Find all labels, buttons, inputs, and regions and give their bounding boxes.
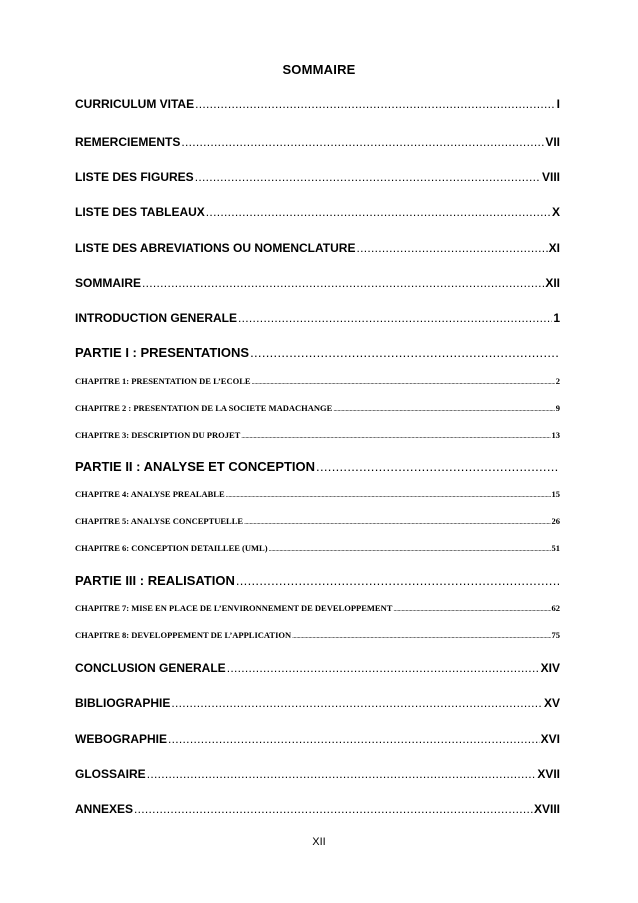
toc-entry-partie-3 bbox=[75, 573, 560, 588]
toc-entry-chapitre-3 bbox=[75, 430, 560, 440]
toc-entry-page: VII bbox=[545, 135, 560, 149]
toc-dot-leader bbox=[168, 732, 540, 746]
toc-entry-label: PARTIE I : PRESENTATIONS bbox=[75, 345, 250, 360]
toc-entry-liste-figures bbox=[75, 170, 560, 184]
toc-dot-leader bbox=[226, 491, 551, 499]
toc-dot-leader bbox=[147, 767, 537, 781]
toc-entry-label: LISTE DES TABLEAUX bbox=[75, 205, 205, 219]
toc-dot-leader bbox=[195, 170, 541, 184]
toc-entry-chapitre-4 bbox=[75, 489, 560, 499]
toc-entry-bibliographie bbox=[75, 696, 560, 710]
toc-dot-leader bbox=[356, 241, 547, 255]
toc-entry-chapitre-5 bbox=[75, 516, 560, 526]
toc-dot-leader bbox=[238, 311, 552, 325]
toc-entry-label: CHAPITRE 6: CONCEPTION DETAILLEE (UML) bbox=[75, 543, 268, 553]
toc-entry-page: 1 bbox=[553, 311, 560, 325]
toc-entry-label: SOMMAIRE bbox=[75, 276, 141, 290]
toc-entry-introduction bbox=[75, 311, 560, 325]
toc-entry-page: 2 bbox=[555, 376, 560, 386]
toc-dot-leader bbox=[181, 135, 544, 149]
toc-entry-label: CURRICULUM VITAE bbox=[75, 97, 195, 111]
toc-entry-label: LISTE DES FIGURES bbox=[75, 170, 194, 184]
toc-entry-label: CHAPITRE 8: DEVELOPPEMENT DE L’APPLICATION bbox=[75, 630, 292, 640]
toc-entry-partie-1 bbox=[75, 345, 560, 360]
toc-entry-label: REMERCIEMENTS bbox=[75, 135, 181, 149]
toc-entry-annexes bbox=[75, 802, 560, 816]
toc-dot-leader bbox=[241, 432, 550, 440]
toc-dot-leader bbox=[227, 661, 540, 675]
toc-dot-leader bbox=[250, 345, 559, 360]
toc-dot-leader bbox=[195, 97, 556, 111]
toc-entry-glossaire bbox=[75, 767, 560, 781]
toc-dot-leader bbox=[316, 459, 559, 474]
toc-entry-page: 51 bbox=[551, 543, 560, 553]
toc-dot-leader bbox=[142, 276, 544, 290]
toc-dot-leader bbox=[269, 545, 551, 553]
toc-entry-partie-2 bbox=[75, 459, 560, 474]
toc-entry-label: CONCLUSION GENERALE bbox=[75, 661, 226, 675]
toc-entry-label: CHAPITRE 3: DESCRIPTION DU PROJET bbox=[75, 430, 241, 440]
toc-entry-webographie bbox=[75, 732, 560, 746]
toc-entry-label: ANNEXES bbox=[75, 802, 134, 816]
toc-entry-page: XVII bbox=[537, 767, 560, 781]
toc-entry-chapitre-7 bbox=[75, 603, 560, 613]
toc-entry-page: XI bbox=[548, 241, 560, 255]
toc-entry-label: PARTIE II : ANALYSE ET CONCEPTION bbox=[75, 459, 316, 474]
toc-entry-label: INTRODUCTION GENERALE bbox=[75, 311, 237, 325]
toc-entry-label: PARTIE III : REALISATION bbox=[75, 573, 235, 588]
toc-entry-curriculum-vitae bbox=[75, 97, 560, 111]
toc-entry-label: GLOSSAIRE bbox=[75, 767, 146, 781]
toc-dot-leader bbox=[134, 802, 533, 816]
toc-entry-page: 26 bbox=[551, 516, 560, 526]
toc-entry-page: XVI bbox=[540, 732, 560, 746]
toc-entry-page: VIII bbox=[541, 170, 560, 184]
toc-entry-page: 13 bbox=[551, 430, 560, 440]
toc-entry-label: WEBOGRAPHIE bbox=[75, 732, 168, 746]
toc-entry-label: CHAPITRE 7: MISE EN PLACE DE L’ENVIRONNEMENT DE DEVELOPPEMENT bbox=[75, 603, 393, 613]
toc-dot-leader bbox=[333, 405, 554, 413]
toc-entry-label: CHAPITRE 4: ANALYSE PREALABLE bbox=[75, 489, 225, 499]
toc-entry-label: CHAPITRE 1: PRESENTATION DE L’ECOLE bbox=[75, 376, 251, 386]
toc-entry-page: XIV bbox=[540, 661, 560, 675]
toc-dot-leader bbox=[236, 573, 559, 588]
toc-entry-page: 75 bbox=[551, 630, 560, 640]
toc-dot-leader bbox=[244, 518, 550, 526]
toc-entry-sommaire bbox=[75, 276, 560, 290]
toc-dot-leader bbox=[206, 205, 551, 219]
toc-entry-chapitre-6 bbox=[75, 543, 560, 553]
toc-entry-page: X bbox=[551, 205, 560, 219]
toc-entry-chapitre-2 bbox=[75, 403, 560, 413]
toc-entry-page: XII bbox=[545, 276, 560, 290]
toc-entry-page: 9 bbox=[555, 403, 560, 413]
toc-entry-label: BIBLIOGRAPHIE bbox=[75, 696, 171, 710]
toc-entry-label: LISTE DES ABREVIATIONS OU NOMENCLATURE bbox=[75, 241, 356, 255]
toc-dot-leader bbox=[171, 696, 543, 710]
toc-dot-leader bbox=[393, 605, 550, 613]
toc-entry-label: CHAPITRE 5: ANALYSE CONCEPTUELLE bbox=[75, 516, 244, 526]
toc-entry-liste-tableaux bbox=[75, 205, 560, 219]
toc-entry-remerciements bbox=[75, 135, 560, 149]
toc-dot-leader bbox=[292, 632, 550, 640]
toc-entry-chapitre-1 bbox=[75, 376, 560, 386]
toc-dot-leader bbox=[252, 378, 555, 386]
page-number-footer: XII bbox=[312, 836, 326, 848]
page-title: SOMMAIRE bbox=[282, 62, 356, 77]
toc-entry-page: I bbox=[556, 97, 560, 111]
toc-entry-page: 15 bbox=[551, 489, 560, 499]
toc-entry-label: CHAPITRE 2 : PRESENTATION DE LA SOCIETE MADACHANGE bbox=[75, 403, 333, 413]
toc-entry-page: XVIII bbox=[533, 802, 560, 816]
toc-entry-liste-abreviations bbox=[75, 241, 560, 255]
toc-entry-page: XV bbox=[543, 696, 560, 710]
toc-entry-conclusion bbox=[75, 661, 560, 675]
toc-entry-chapitre-8 bbox=[75, 630, 560, 640]
toc-entry-page: 62 bbox=[551, 603, 560, 613]
